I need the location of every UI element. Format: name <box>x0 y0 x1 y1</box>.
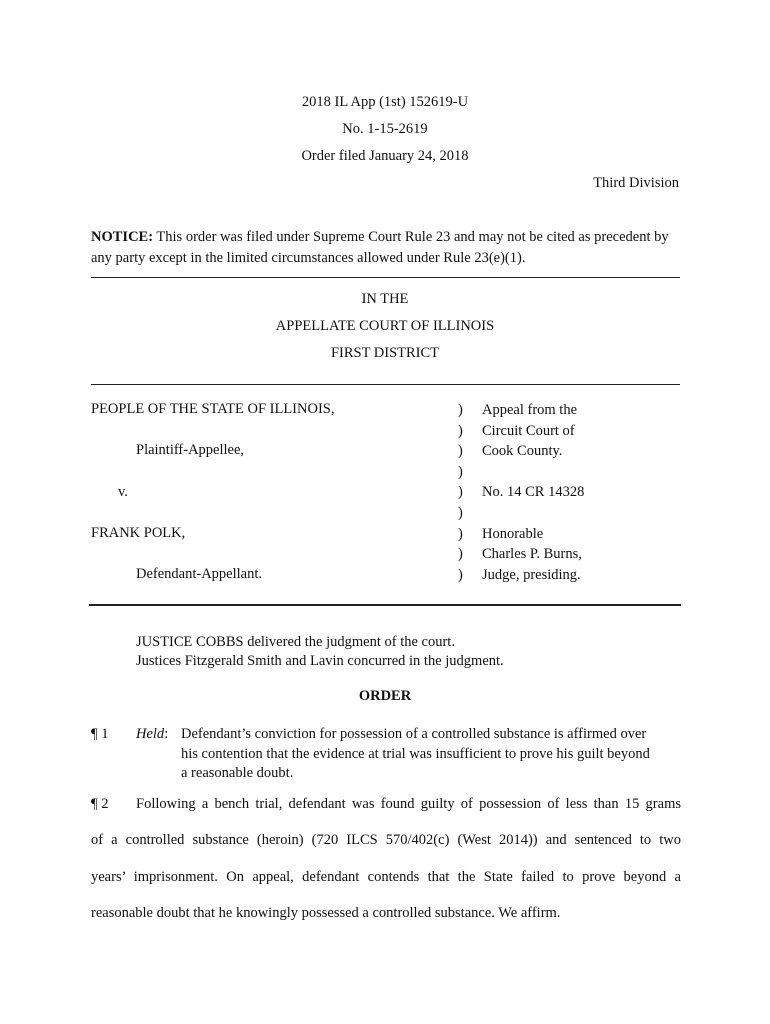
trial-case-number: No. 14 CR 14328 <box>482 484 585 501</box>
appeal-line: Circuit Court of <box>482 422 575 439</box>
paragraph-2-line-3: years’ imprisonment. On appeal, defendant contends that the State failed to prove beyond a <box>91 869 681 885</box>
divider-caption-top <box>91 384 680 385</box>
court-name: APPELLATE COURT OF ILLINOIS <box>275 318 495 334</box>
paren: ) <box>458 504 463 521</box>
held-word: Held <box>136 726 165 742</box>
caption-parentheses <box>458 400 463 585</box>
paragraph-2-line-4: reasonable doubt that he knowingly possessed a controlled substance. We affirm. <box>91 905 561 921</box>
appeal-details <box>482 400 584 585</box>
rule-23-notice <box>91 227 691 269</box>
court-line-1: IN THE <box>361 291 409 307</box>
division: Third Division <box>593 175 679 191</box>
paren: ) <box>458 443 463 460</box>
judge-line: Honorable <box>482 525 544 542</box>
plaintiff-name: PEOPLE OF THE STATE OF ILLINOIS, <box>91 401 335 417</box>
defendant-name: FRANK POLK, <box>91 525 186 541</box>
appeal-line <box>482 503 584 524</box>
judge-line: Judge, presiding. <box>482 566 581 583</box>
appeal-line: Appeal from the <box>482 402 578 418</box>
paragraph-2-mark: ¶ 2 <box>91 796 109 812</box>
order-heading: ORDER <box>358 688 412 704</box>
filed-date: Order filed January 24, 2018 <box>301 148 469 164</box>
divider-caption-bottom <box>89 604 681 606</box>
court-district: FIRST DISTRICT <box>330 345 440 361</box>
notice-text: This order was filed under Supreme Court Rule 23 and may not be cited as precedent by any party except in the limited circumstances allowed under Rule 23(e)(1). <box>91 229 669 266</box>
paren: ) <box>458 566 463 583</box>
held-line: Defendant’s conviction for possession of a controlled substance is affirmed over <box>181 726 647 742</box>
paragraph-1-mark: ¶ 1 <box>91 726 109 742</box>
paren: ) <box>458 525 463 542</box>
divider-top <box>91 277 680 278</box>
held-line: his contention that the evidence at trial was insufficient to prove his guilt beyond <box>181 745 650 762</box>
held-label <box>136 725 168 743</box>
appeal-line <box>482 462 584 483</box>
case-citation: 2018 IL App (1st) 152619-U <box>301 94 469 110</box>
held-line: a reasonable doubt. <box>181 765 294 781</box>
plaintiff-role: Plaintiff-Appellee, <box>136 442 245 458</box>
defendant-role: Defendant-Appellant. <box>136 566 263 582</box>
judgment-line-1: JUSTICE COBBS delivered the judgment of the court. <box>136 634 455 650</box>
judgment-line-2: Justices Fitzgerald Smith and Lavin concurred in the judgment. <box>136 653 504 669</box>
judge-name: Charles P. Burns, <box>482 546 582 563</box>
paren: ) <box>458 463 463 480</box>
paren: ) <box>458 422 463 439</box>
held-text <box>181 725 681 784</box>
held-colon: : <box>164 726 169 742</box>
versus: v. <box>118 484 128 500</box>
paren: ) <box>458 546 463 563</box>
paren: ) <box>458 402 463 418</box>
appeal-line: Cook County. <box>482 443 563 460</box>
docket-number: No. 1-15-2619 <box>342 121 428 137</box>
paren: ) <box>458 484 463 501</box>
notice-label: NOTICE: <box>91 229 154 245</box>
paragraph-2-line-1: Following a bench trial, defendant was found guilty of possession of less than 15 grams <box>136 796 681 812</box>
paragraph-2-line-2: of a controlled substance (heroin) (720 ILCS 570/402(c) (West 2014)) and sentenced to two <box>91 832 681 848</box>
